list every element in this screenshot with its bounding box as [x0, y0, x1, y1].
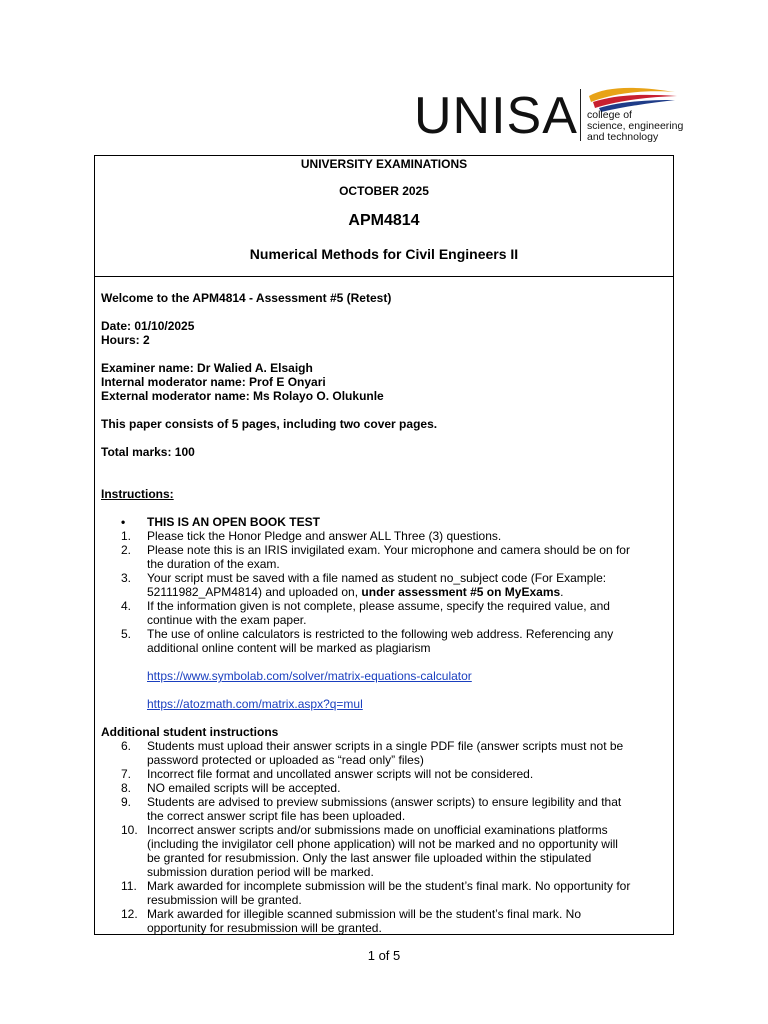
list-item — [101, 529, 667, 543]
list-item — [101, 907, 667, 935]
list-item — [101, 515, 667, 529]
logo-tagline-1: college of — [587, 109, 632, 121]
item-text: (including the invigilator cell phone application) will not be marked and no opportunity will — [147, 837, 618, 851]
list-item — [101, 627, 667, 711]
header-line-1: UNIVERSITY EXAMINATIONS — [300, 157, 468, 171]
logo-tagline-2: science, engineering — [587, 120, 684, 132]
total-marks: Total marks: 100 — [101, 445, 195, 459]
item-text: Your script must be saved with a file named as student no_subject code (For Example: — [147, 571, 607, 585]
item-text: Please note this is an IRIS invigilated exam. Your microphone and camera should be on for — [147, 543, 630, 557]
item-text: The use of online calculators is restricted to the following web address. Referencing any — [147, 627, 614, 641]
item-text: Mark awarded for illegible scanned submission will be the student’s final mark. No — [147, 907, 581, 921]
logo-tagline — [587, 110, 697, 143]
item-number: 8. — [121, 781, 132, 795]
course-title: Numerical Methods for Civil Engineers II — [249, 246, 519, 262]
header-line-2: OCTOBER 2025 — [339, 184, 429, 198]
item-number: 9. — [121, 795, 132, 809]
item-text: Incorrect answer scripts and/or submissions made on unofficial examinations platforms — [147, 823, 608, 837]
item-number: 3. — [121, 571, 132, 585]
additional-instructions-heading: Additional student instructions — [101, 725, 279, 739]
item-text: be granted for resubmission. Only the last answer file uploaded within the stipulated — [147, 851, 592, 865]
list-item — [101, 739, 667, 767]
item-text: NO emailed scripts will be accepted. — [147, 781, 341, 795]
item-text: submission duration period will be marked. — [147, 865, 374, 879]
item-number: 10. — [121, 823, 138, 837]
item-text: the correct answer script file has been uploaded. — [147, 809, 406, 823]
item-text: continue with the exam paper. — [147, 613, 307, 627]
item-text: opportunity for resubmission will be granted. — [147, 921, 382, 935]
item-text: additional online content will be marked as plagiarism — [147, 641, 431, 655]
item-text: 52111982_APM4814) and uploaded on, under assessment #5 on MyExams. — [147, 585, 564, 599]
open-book-notice: THIS IS AN OPEN BOOK TEST — [147, 515, 320, 529]
examiner-name: Examiner name: Dr Walied A. Elsaigh — [101, 361, 313, 375]
item-text: Mark awarded for incomplete submission will be the student’s final mark. No opportunity for — [147, 879, 631, 893]
logo-wordmark: UNISA — [414, 87, 578, 145]
list-item — [101, 767, 667, 781]
upload-location: under assessment #5 on MyExams — [361, 585, 561, 599]
symbolab-link[interactable]: https://www.symbolab.com/solver/matrix-equations-calculator — [147, 669, 472, 683]
welcome-text: Welcome to the APM4814 - Assessment #5 (Retest) — [101, 291, 392, 305]
page-count: This paper consists of 5 pages, including two cover pages. — [101, 417, 438, 431]
list-item — [101, 795, 667, 823]
exam-hours: Hours: 2 — [101, 333, 150, 347]
exam-header-box — [94, 155, 674, 277]
item-text: Incorrect file format and uncollated answer scripts will not be considered. — [147, 767, 534, 781]
logo-tagline-3: and technology — [587, 131, 659, 143]
item-text: password protected or uploaded as “read only” files) — [147, 753, 424, 767]
item-number: 4. — [121, 599, 132, 613]
list-item — [101, 543, 667, 571]
item-text: Students must upload their answer scripts in a single PDF file (answer scripts must not be — [147, 739, 624, 753]
item-number: 7. — [121, 767, 132, 781]
atozmath-link[interactable]: https://atozmath.com/matrix.aspx?q=mul — [147, 697, 363, 711]
page-number: 1 of 5 — [367, 948, 401, 963]
item-text: Students are advised to preview submissions (answer scripts) to ensure legibility and that — [147, 795, 622, 809]
exam-info-box — [94, 276, 674, 935]
instructions-heading: Instructions: — [101, 487, 174, 501]
exam-date: Date: 01/10/2025 — [101, 319, 195, 333]
item-text: If the information given is not complete, please assume, specify the required value, and — [147, 599, 610, 613]
item-text: resubmission will be granted. — [147, 893, 302, 907]
item-number: 2. — [121, 543, 132, 557]
item-number: 1. — [121, 529, 132, 543]
logo-divider — [580, 89, 581, 141]
item-text: Please tick the Honor Pledge and answer ALL Three (3) questions. — [147, 529, 502, 543]
list-item — [101, 823, 667, 879]
list-item — [101, 571, 667, 599]
unisa-logo — [414, 86, 684, 146]
bullet-symbol: • — [121, 515, 126, 529]
list-item — [101, 879, 667, 907]
item-number: 6. — [121, 739, 132, 753]
instructions-list — [101, 515, 667, 711]
item-number: 12. — [121, 907, 138, 921]
item-number: 11. — [121, 879, 137, 893]
list-item — [101, 781, 667, 795]
additional-instructions-list — [101, 739, 667, 935]
item-number: 5. — [121, 627, 132, 641]
list-item — [101, 599, 667, 627]
course-code: APM4814 — [348, 212, 420, 229]
item-text: the duration of the exam. — [147, 557, 280, 571]
internal-moderator: Internal moderator name: Prof E Onyari — [101, 375, 326, 389]
external-moderator: External moderator name: Ms Rolayo O. Olukunle — [101, 389, 384, 403]
